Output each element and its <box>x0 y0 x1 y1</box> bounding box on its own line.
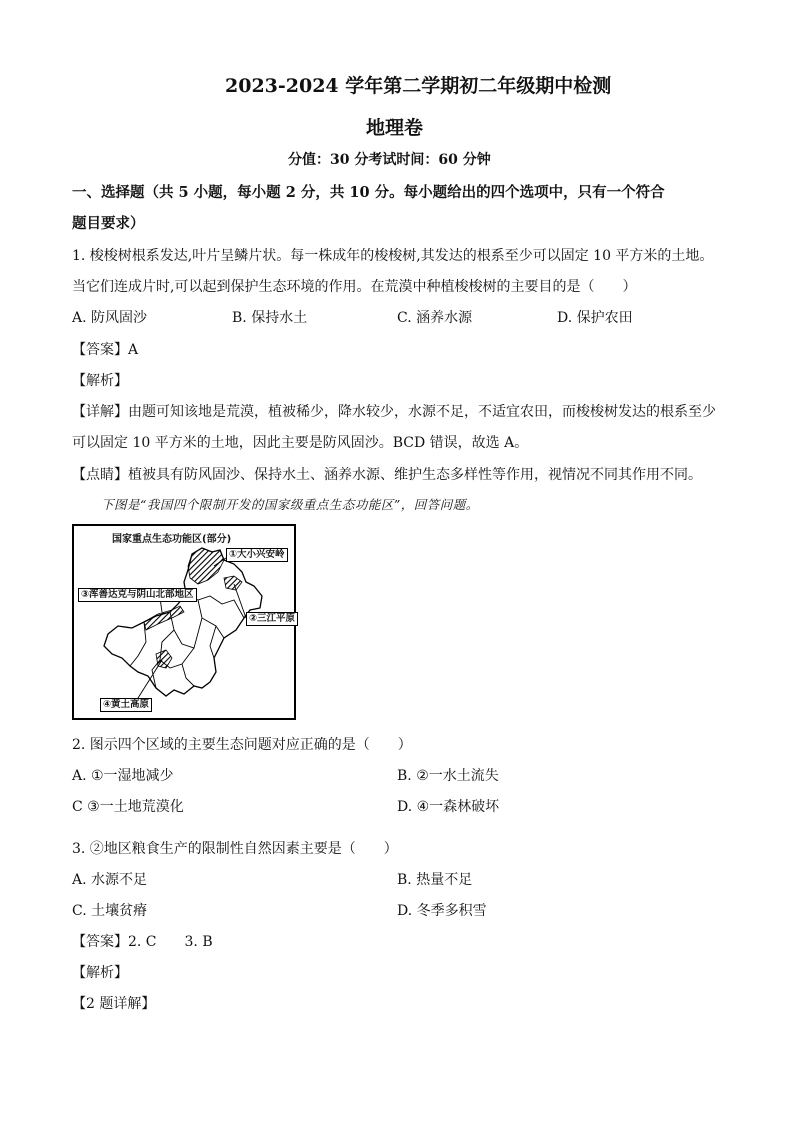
map-label-zone-4: ④黄土高原 <box>100 698 152 712</box>
q2-detail-heading: 【2 题详解】 <box>72 996 156 1012</box>
map-label-zone-2: ②三江平原 <box>246 612 298 626</box>
q2-option-b: B. ②一水土流失 <box>397 768 499 784</box>
exam-meta: 分值：30 分考试时间：60 分钟 <box>288 152 491 168</box>
q2-option-a: A. ①一湿地减少 <box>72 768 174 784</box>
q1-stem-line1: 1. 梭梭树根系发达,叶片呈鳞片状。每一株成年的梭梭树,其发达的根系至少可以固定 10 平方米的土地。 <box>72 248 714 264</box>
q3-option-a: A. 水源不足 <box>72 872 148 888</box>
q1-option-a: A. 防风固沙 <box>72 310 148 326</box>
q1-option-c: C. 涵养水源 <box>397 310 473 326</box>
q3-stem: 3. ②地区粮食生产的限制性自然因素主要是（ ） <box>72 841 398 857</box>
map-label-zone-3: ③浑善达克与阴山北部地区 <box>78 588 197 602</box>
q2-stem: 2. 图示四个区域的主要生态问题对应正确的是（ ） <box>72 737 412 753</box>
q1-comment: 【点睛】植被具有防风固沙、保持水土、涵养水源、维护生态多样性等作用，视情况不同其作用不同。 <box>72 467 702 483</box>
exam-subtitle: 地理卷 <box>366 117 424 139</box>
q2-option-c: C ③一土地荒漠化 <box>72 799 184 815</box>
map-intro: 下图是“我国四个限制开发的国家级重点生态功能区”，回答问题。 <box>101 497 479 512</box>
q1-answer: 【答案】A <box>72 342 139 358</box>
map-title: 国家重点生态功能区(部分) <box>112 534 232 545</box>
q3-option-b: B. 热量不足 <box>397 872 473 888</box>
q1-detail-line2: 可以固定 10 平方米的土地，因此主要是防风固沙。BCD 错误，故选 A。 <box>72 435 529 451</box>
q2-q3-answer: 【答案】2. C 3. B <box>72 934 213 950</box>
q1-detail-line1: 【详解】由题可知该地是荒漠，植被稀少，降水较少，水源不足，不适宜农田，而梭梭树发达的根系至少 <box>72 404 716 420</box>
exam-title: 2023-2024 学年第二学期初二年级期中检测 <box>225 75 612 97</box>
section-heading-cont: 题目要求） <box>72 215 145 232</box>
section-heading: 一、选择题（共 5 小题，每小题 2 分，共 10 分。每小题给出的四个选项中，只有一个符合 <box>72 184 665 201</box>
q2-option-d: D. ④一森林破坏 <box>397 799 500 815</box>
q1-stem-line2: 当它们连成片时,可以起到保护生态环境的作用。在荒漠中种植梭梭树的主要目的是（ ） <box>72 279 637 295</box>
q2-q3-analysis: 【解析】 <box>72 965 128 981</box>
q1-analysis: 【解析】 <box>72 373 128 389</box>
q1-option-d: D. 保护农田 <box>557 310 633 326</box>
q1-option-b: B. 保持水土 <box>232 310 308 326</box>
q3-option-d: D. 冬季多积雪 <box>397 903 487 919</box>
ecological-zone-map <box>72 524 296 720</box>
q3-option-c: C. 土壤贫瘠 <box>72 903 148 919</box>
map-label-zone-1: ①大小兴安岭 <box>226 548 288 562</box>
